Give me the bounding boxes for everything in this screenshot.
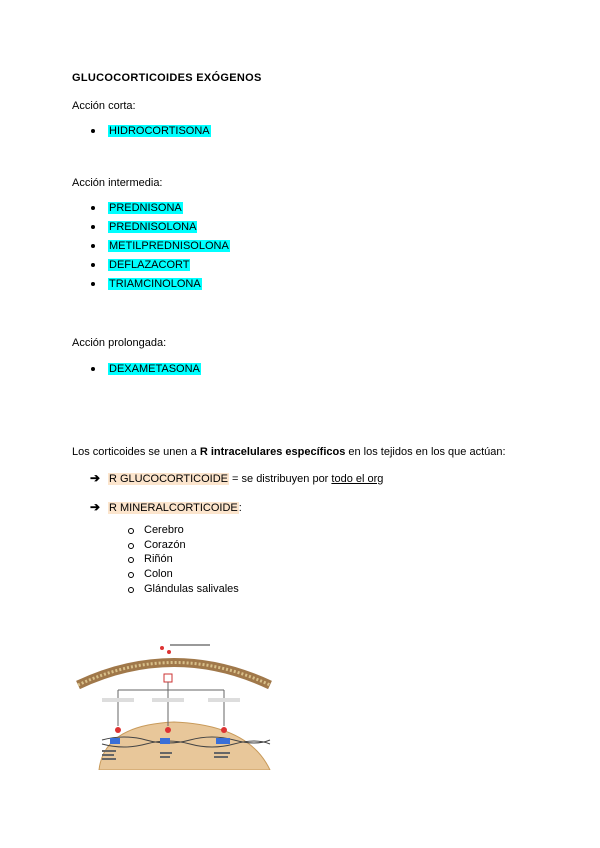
section-heading-short: Acción corta: [72, 100, 136, 112]
organ-item: Colon [144, 568, 173, 580]
list-item: HIDROCORTISONA [109, 125, 210, 137]
circle-bullet [128, 528, 134, 534]
circle-bullet [128, 543, 134, 549]
bullet [91, 244, 95, 248]
bullet [91, 225, 95, 229]
section-heading-prolonged: Acción prolongada: [72, 337, 167, 349]
document-title: GLUCOCORTICOIDES EXÓGENOS [72, 72, 262, 84]
bullet [91, 129, 95, 133]
list-item: TRIAMCINOLONA [109, 278, 201, 290]
cell-receptor-diagram [74, 640, 274, 770]
mineralocorticoid-receptor-line: R MINERALCORTICOIDE: [109, 502, 242, 514]
list-item: METILPREDNISOLONA [109, 240, 229, 252]
bullet [91, 206, 95, 210]
bullet [91, 367, 95, 371]
organ-item: Glándulas salivales [144, 583, 239, 595]
bullet [91, 263, 95, 267]
arrow-icon: ➔ [90, 500, 101, 514]
bullet [91, 282, 95, 286]
organ-item: Corazón [144, 539, 186, 551]
list-item: DEXAMETASONA [109, 363, 200, 375]
circle-bullet [128, 572, 134, 578]
section-heading-intermediate: Acción intermedia: [72, 177, 163, 189]
circle-bullet [128, 557, 134, 563]
list-item: PREDNISONA [109, 202, 182, 214]
list-item: DEFLAZACORT [109, 259, 190, 271]
organ-item: Riñón [144, 553, 173, 565]
organ-item: Cerebro [144, 524, 184, 536]
receptor-paragraph: Los corticoides se unen a R intracelulares específicos en los tejidos en los que actúan: [72, 446, 506, 458]
glucocorticoid-receptor-line: R GLUCOCORTICOIDE = se distribuyen por todo el org [109, 473, 384, 485]
arrow-icon: ➔ [90, 471, 101, 485]
circle-bullet [128, 587, 134, 593]
list-item: PREDNISOLONA [109, 221, 197, 233]
